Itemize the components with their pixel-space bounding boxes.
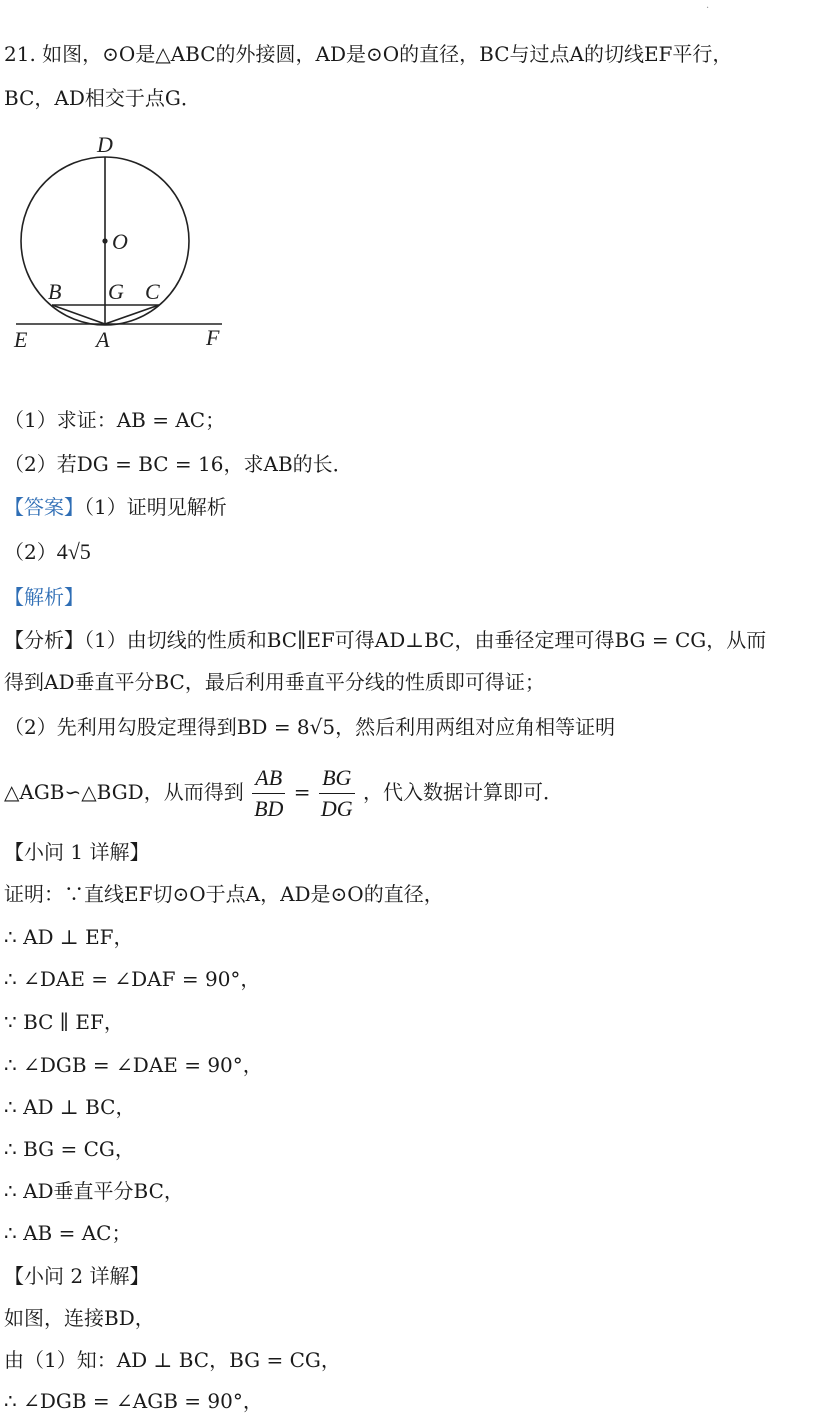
analysis-line-2: 得到AD垂直平分BC，最后利用垂直平分线的性质即可得证； bbox=[4, 670, 545, 694]
problem-line-2: BC，AD相交于点G． bbox=[4, 86, 201, 110]
fraction-numerator: BG bbox=[319, 763, 355, 794]
analysis-text-1: （1）由切线的性质和BC∥EF可得AD⊥BC，由垂径定理可得BG = CG，从而 bbox=[84, 628, 767, 652]
detail-1-line: ∴ AD垂直平分BC， bbox=[4, 1179, 184, 1203]
corner-mark: · bbox=[706, 3, 710, 14]
answer-2-value: 4√5 bbox=[56, 539, 91, 564]
analysis-similar: △AGB∽△BGD，从而得到 bbox=[4, 780, 244, 804]
question-2: （2）若DG = BC = 16，求AB的长． bbox=[4, 452, 353, 476]
detail-1-line: ∴ AB = AC； bbox=[4, 1221, 132, 1245]
label-f: F bbox=[206, 325, 220, 350]
analysis-line-4 bbox=[4, 762, 834, 822]
answer-2-prefix: （2） bbox=[4, 540, 57, 564]
fraction-ab-bd bbox=[252, 763, 285, 824]
fraction-numerator: AB bbox=[252, 763, 285, 794]
detail-2-heading: 【小问 2 详解】 bbox=[4, 1264, 150, 1288]
answer-tag: 【答案】 bbox=[4, 495, 84, 519]
detail-2-line: ∴ ∠DGB = ∠AGB = 90°， bbox=[4, 1389, 263, 1413]
answer-line-1 bbox=[4, 493, 834, 521]
detail-1-line: ∴ BG = CG， bbox=[4, 1137, 135, 1161]
fraction-denominator: DG bbox=[320, 796, 353, 821]
answer-line-2 bbox=[4, 538, 834, 566]
detail-1-line: 证明：∵直线EF切⊙O于点A，AD是⊙O的直径， bbox=[4, 882, 444, 906]
analysis-heading: 【解析】 bbox=[4, 585, 84, 609]
analysis-line-1 bbox=[4, 626, 834, 654]
detail-1-line: ∵ BC ∥ EF， bbox=[4, 1010, 124, 1034]
label-d: D bbox=[97, 132, 113, 157]
fraction-bg-dg bbox=[319, 763, 355, 824]
label-b: B bbox=[48, 279, 62, 304]
equals-sign: = bbox=[293, 780, 311, 804]
detail-1-heading: 【小问 1 详解】 bbox=[4, 840, 150, 864]
center-dot bbox=[102, 238, 107, 243]
detail-2-line: 由（1）知：AD ⊥ BC，BG = CG， bbox=[4, 1348, 341, 1372]
detail-1-line: ∴ ∠DAE = ∠DAF = 90°， bbox=[4, 967, 261, 991]
answer-1: （1）证明见解析 bbox=[84, 495, 227, 519]
detail-1-line: ∴ AD ⊥ EF， bbox=[4, 925, 134, 949]
analysis-conclusion: ，代入数据计算即可． bbox=[363, 780, 564, 804]
question-1: （1）求证：AB = AC； bbox=[4, 408, 226, 432]
label-o: O bbox=[112, 229, 128, 254]
fraction-denominator: BD bbox=[254, 796, 284, 821]
label-a: A bbox=[96, 327, 110, 352]
analysis-tag: 【分析】 bbox=[4, 628, 84, 652]
label-c: C bbox=[145, 279, 160, 304]
detail-2-line: 如图，连接BD， bbox=[4, 1306, 155, 1330]
label-g: G bbox=[108, 279, 124, 304]
problem-line-1: 21. 如图，⊙O是△ABC的外接圆，AD是⊙O的直径，BC与过点A的切线EF平行， bbox=[4, 42, 733, 66]
analysis-line-3: （2）先利用勾股定理得到BD = 8√5，然后利用两组对应角相等证明 bbox=[4, 715, 616, 739]
detail-1-line: ∴ ∠DGB = ∠DAE = 90°， bbox=[4, 1053, 263, 1077]
label-e: E bbox=[14, 327, 28, 352]
circle-diagram bbox=[8, 128, 238, 358]
detail-1-line: ∴ AD ⊥ BC， bbox=[4, 1095, 136, 1119]
